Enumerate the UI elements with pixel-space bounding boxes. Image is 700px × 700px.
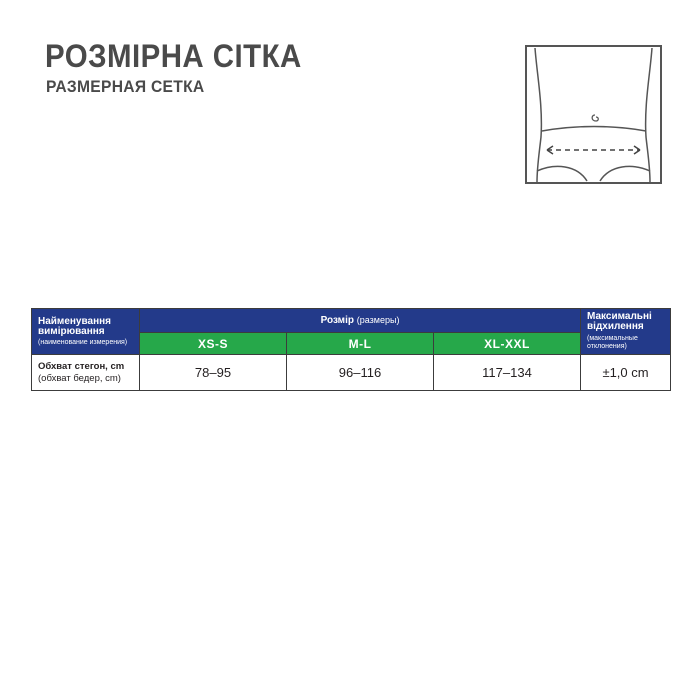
page-title: РОЗМІРНА СІТКА [45,38,302,74]
value-xs-s: 78–95 [140,355,287,391]
measurement-name-header-label: Найменування вимірювання [38,315,111,337]
deviation-header [581,309,671,355]
hip-measurement-diagram-icon [525,45,662,184]
row-label-ru: (обхват бедер, cm) [38,372,121,384]
measurement-name-header-ru: (наименование измерения) [38,338,128,346]
size-header-label: Розмір [320,315,354,326]
row-label [32,355,140,391]
deviation-header-ru: (максимальные отклонения) [587,335,638,350]
deviation-value: ±1,0 cm [581,355,671,391]
size-chart-table [31,308,671,391]
size-column-xl-xxl: XL-XXL [434,333,581,355]
value-m-l: 96–116 [287,355,434,391]
size-column-xs-s: XS-S [140,333,287,355]
value-xl-xxl: 117–134 [434,355,581,391]
size-column-m-l: M-L [287,333,434,355]
row-label-uk: Обхват стегон, cm [38,360,125,372]
size-header-ru: (размеры) [356,315,400,325]
measurement-name-header [32,309,140,355]
page-subtitle: РАЗМЕРНАЯ СЕТКА [46,77,205,96]
table-row [32,355,671,391]
deviation-header-label: Максимальні відхилення [587,311,652,332]
size-header [140,309,581,333]
